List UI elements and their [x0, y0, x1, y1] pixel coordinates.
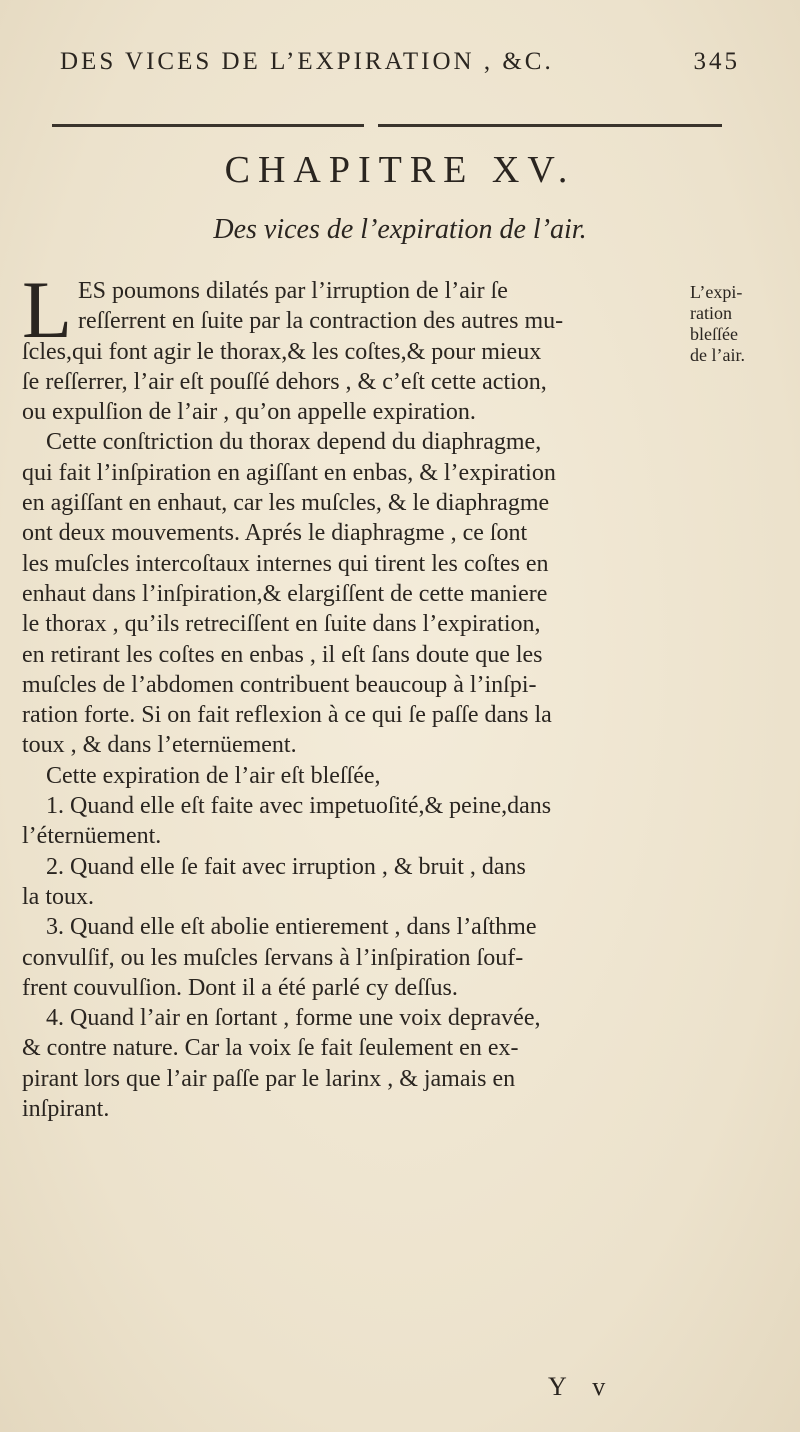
margin-note-line: ration — [690, 303, 732, 323]
text-line: & contre nature. Car la voix ſe fait ſeulement en ex- — [22, 1035, 519, 1062]
text-line: ont deux mouvements. Aprés le diaphragme , ce ſont — [22, 520, 528, 547]
drop-cap: L — [22, 264, 73, 355]
chapter-subtitle: Des vices de l’expiration de l’air. — [213, 214, 587, 245]
text-line: ES poumons dilatés par l’irruption de l’air ſe — [78, 278, 508, 304]
text-line: toux , & dans l’eternüement. — [22, 732, 297, 759]
text-line: reſſerrent en ſuite par la contraction des autres mu- — [78, 308, 564, 335]
running-title: DES VICES DE L’EXPIRATION , &C. — [60, 48, 554, 75]
text-line: inſpirant. — [22, 1096, 110, 1123]
text-line: enhaut dans l’inſpiration,& elargiſſent de cette maniere — [22, 580, 548, 607]
text-line: en agiſſant en enhaut, car les muſcles, & le diaphragme — [22, 490, 550, 517]
text-line: ſcles,qui font agir le thorax,& les coſtes,& pour mieux — [22, 338, 542, 365]
text-line: muſcles de l’abdomen contribuent beaucoup à l’inſpi- — [22, 671, 537, 698]
page-number: 345 — [693, 48, 740, 75]
margin-note-line: de l’air. — [690, 345, 745, 365]
text-line: Cette conſtriction du thorax depend du diaphragme, — [46, 429, 542, 456]
text-line: le thorax , qu’ils retreciſſent en ſuite dans l’expiration, — [22, 611, 541, 638]
signature-mark: Y v — [548, 1372, 616, 1401]
text-line: 3. Quand elle eſt abolie entierement , dans l’aſthme — [46, 914, 537, 941]
text-line: 4. Quand l’air en ſortant , forme une voix depravée, — [46, 1005, 541, 1032]
text-line: ration forte. Si on fait reflexion à ce qui ſe paſſe dans la — [22, 702, 552, 729]
margin-note-line: L’expi- — [690, 282, 743, 302]
margin-note-line: bleſſée — [690, 324, 738, 344]
text-line: qui fait l’inſpiration en agiſſant en enbas, & l’expiration — [22, 459, 556, 486]
text-line: ſe reſſerrer, l’air eſt pouſſé dehors , & c’eſt cette action, — [22, 368, 547, 395]
text-line: Cette expiration de l’air eſt bleſſée, — [46, 762, 381, 789]
text-line: 1. Quand elle eſt faite avec impetuoſité,& peine,dans — [46, 793, 552, 820]
text-line: pirant lors que l’air paſſe par le larinx , & jamais en — [22, 1065, 516, 1092]
text-line: frent couvulſion. Dont il a été parlé cy deſſus. — [22, 974, 458, 1001]
body-text — [22, 264, 670, 1124]
text-line: l’éternüement. — [22, 823, 162, 850]
header-rule — [52, 124, 722, 127]
text-line: la toux. — [22, 883, 94, 910]
text-line: convulſif, ou les muſcles ſervans à l’inſpiration ſouf- — [22, 944, 524, 971]
text-line: 2. Quand elle ſe fait avec irruption , & bruit , dans — [46, 853, 526, 880]
text-line: ou expulſion de l’air , qu’on appelle expiration. — [22, 399, 476, 426]
chapter-heading: CHAPITRE XV. — [224, 149, 576, 191]
text-line: en retirant les coſtes en enbas , il eſt ſans doute que les — [22, 641, 543, 668]
text-line: les muſcles intercoſtaux internes qui tirent les coſtes en — [22, 550, 549, 577]
margin-note — [690, 282, 800, 366]
